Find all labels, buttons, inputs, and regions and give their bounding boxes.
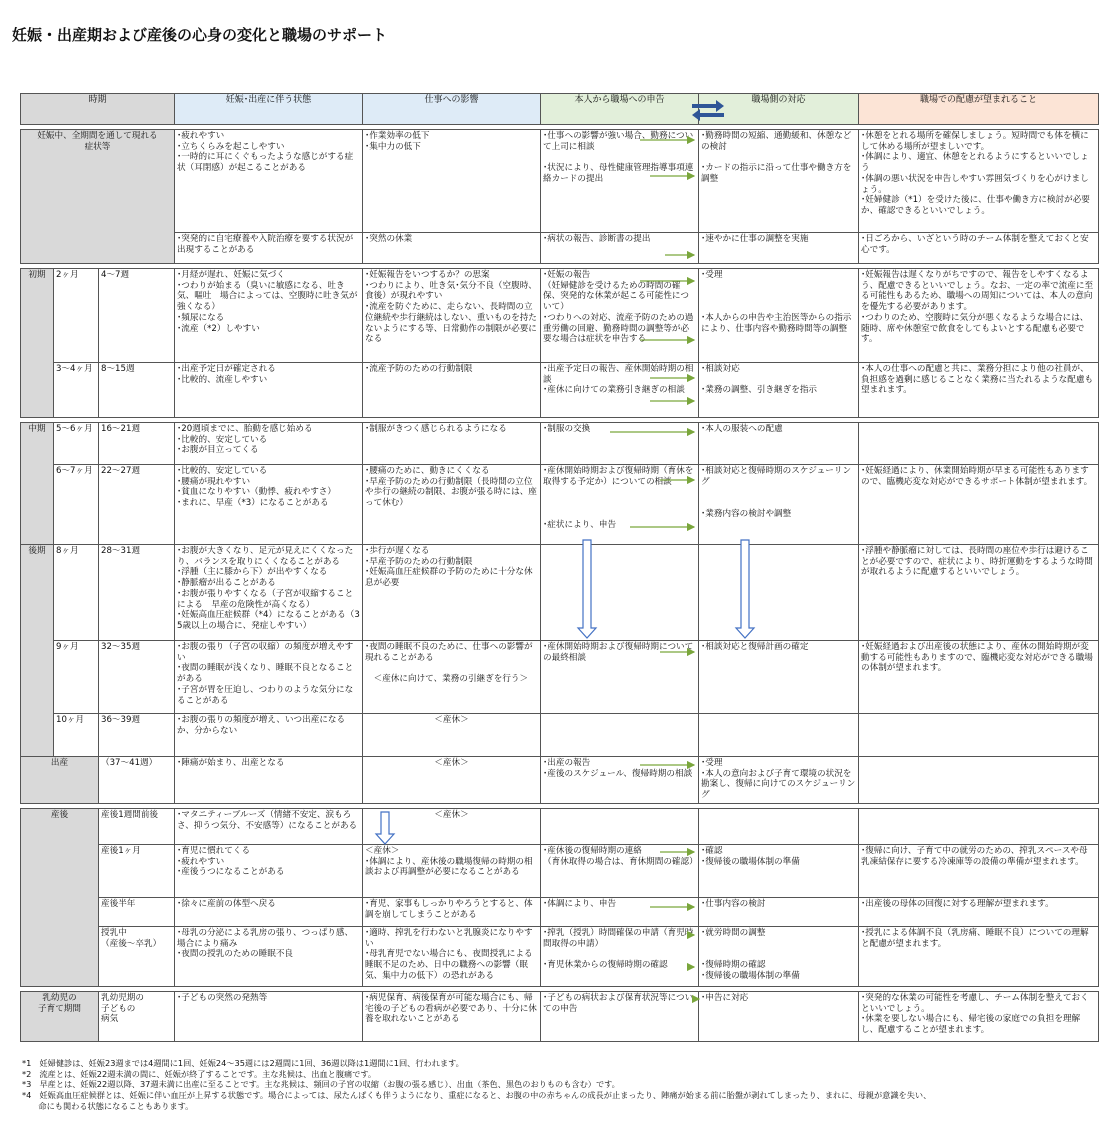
status-cell: ･20週頃までに、胎動を感じ始める ･比較的、安定している ･お腹が目立ってくる — [175, 423, 363, 465]
table-row — [21, 927, 1099, 987]
request-cell: ･子どもの病状および保育状況等についての申告 — [541, 992, 699, 1042]
consider-cell: ･妊娠経過および出産後の状態により、産休の開始時期が変動する可能性もありますので、臨機応変な対応ができる職場の体制が望まれます。 — [859, 641, 1099, 714]
response-cell: ･勤務時間の短縮、通勤緩和、休憩などの検討 ･カードの指示に沿って仕事や働き方を調整 — [699, 130, 859, 233]
sub-period-cell: 授乳中 （産後～卒乳） — [99, 927, 175, 987]
work-cell: ･流産予防のための行動制限 — [363, 363, 541, 418]
month-cell: 2ヶ月 — [54, 269, 99, 363]
request-cell: ･体調により、申告 — [541, 898, 699, 927]
header-work: 仕事への影響 — [363, 94, 541, 125]
period-label: 後期 — [21, 545, 54, 757]
table-row — [21, 898, 1099, 927]
period-label: 妊娠中、全期間を通して現れる 症状等 — [21, 130, 175, 264]
response-cell: ･受理 ･本人からの申告や主治医等からの指示により、仕事内容や勤務時間等の調整 — [699, 269, 859, 363]
header-period: 時期 — [21, 94, 175, 125]
month-cell: 3～4ヶ月 — [54, 363, 99, 418]
week-cell: 22～27週 — [99, 465, 175, 545]
consider-cell: ･復帰に向け、子育て中の就労のための、搾乳スペースや母乳凍結保存に要する冷凍庫等の設備の準備が望まれます。 — [859, 845, 1099, 898]
consider-cell: ･浮腫や静脈瘤に対しては、長時間の座位や歩行は避けることが必要ですので、症状により、時折運動をするような時間が取れるように配慮するといいでしょう。 — [859, 545, 1099, 641]
week-cell: 28～31週 — [99, 545, 175, 641]
footnote-2: *2 流産とは、妊娠22週未満の間に、妊娠が終了することです。主な兆候は、出血と腹痛です。 — [22, 1068, 377, 1079]
status-cell: ･出産予定日が確定される ･比較的、流産しやすい — [175, 363, 363, 418]
response-cell — [699, 545, 859, 641]
footnote-1: *1 妊婦健診は、妊娠23週までは4週間に1回、妊娠24～35週には2週間に1回、36週以降は1週間に1回、行われます。 — [22, 1058, 464, 1068]
work-cell: ＜産休＞ ･体調により、産休後の職場復帰の時期の相談および再調整が必要になることがある — [363, 845, 541, 898]
status-cell: ･母乳の分泌による乳房の張り、つっぱり感、場合により痛み ･夜間の授乳のための睡眠不良 — [175, 927, 363, 987]
consider-cell: ･妊娠経過により、休業開始時期が早まる可能性もありますので、臨機応変な対応ができるサポート体制が望まれます。 — [859, 465, 1099, 545]
week-cell: （37～41週） — [99, 757, 175, 804]
consider-cell — [859, 757, 1099, 804]
table-row — [21, 757, 1099, 804]
period-label: 初期 — [21, 269, 54, 418]
response-cell: ･速やかに仕事の調整を実施 — [699, 233, 859, 264]
request-cell: ･出産の報告 ･産後のスケジュール、復帰時期の相談 — [541, 757, 699, 804]
work-cell: ･腰痛のために、動きにくくなる ･早産予防のための行動制限（長時間の立位や歩行の継続の制限、お腹が張る時には、座って休む） — [363, 465, 541, 545]
table-row — [21, 845, 1099, 898]
work-cell: ＜産休＞ — [363, 809, 541, 845]
table-row — [21, 130, 1099, 233]
status-cell: ･比較的、安定している ･腰痛が現れやすい ･貧血になりやすい（動悸、疲れやすさ） ･まれに、早産（*3）になることがある — [175, 465, 363, 545]
month-cell: 6～7ヶ月 — [54, 465, 99, 545]
response-cell — [699, 714, 859, 757]
request-cell: ･産休開始時期および復帰時期についての最終相談 — [541, 641, 699, 714]
sub-period-cell: 産後1ヶ月 — [99, 845, 175, 898]
consider-cell — [859, 809, 1099, 845]
status-cell: ･育児に慣れてくる ･疲れやすい ･産後うつになることがある — [175, 845, 363, 898]
month-cell: 8ヶ月 — [54, 545, 99, 641]
sub-period-cell: 産後1週間前後 — [99, 809, 175, 845]
work-cell: ＜産休＞ — [363, 714, 541, 757]
consider-cell: ･本人の仕事への配慮と共に、業務分担により他の社員が、負担感を過剰に感じることなく業務に当たれるような配慮も望まれます。 — [859, 363, 1099, 418]
status-cell: ･月経が遅れ、妊娠に気づく ･つわりが始まる（臭いに敏感になる、吐き気、嘔吐 場合によっては、空腹時に吐き気が強くなる） ･頻尿になる ･流産（*2）しやすい — [175, 269, 363, 363]
period-label: 出産 — [21, 757, 99, 804]
request-cell — [541, 809, 699, 845]
response-cell: ･相談対応と復帰計画の確定 — [699, 641, 859, 714]
footnote-3: *3 早産とは、妊娠22週以降、37週未満に出産に至ることです。主な兆候は、頻回の子宮の収縮（お腹の張る感じ）、出血（茶色、黒色のおりものも含む）です。 — [22, 1079, 620, 1090]
week-cell: 8～15週 — [99, 363, 175, 418]
status-cell: ･子どもの突然の発熱等 — [175, 992, 363, 1042]
table-row — [21, 233, 1099, 264]
response-cell: ･受理 ･本人の意向および子育て環境の状況を勘案し、復帰に向けてのスケジューリング — [699, 757, 859, 804]
period-label: 乳幼児の 子育て期間 — [21, 992, 99, 1042]
work-cell: ･突然の休業 — [363, 233, 541, 264]
response-cell: ･仕事内容の検討 — [699, 898, 859, 927]
sub-period-cell: 産後半年 — [99, 898, 175, 927]
work-cell: ･病児保育、病後保育が可能な場合にも、帰宅後の子どもの看病が必要であり、十分に休養を取れないことがある — [363, 992, 541, 1042]
table-row — [21, 465, 1099, 545]
table-row — [21, 269, 1099, 363]
period-label: 産後 — [21, 809, 99, 987]
consider-cell — [859, 423, 1099, 465]
table-row — [21, 423, 1099, 465]
status-cell: ･マタニティーブルーズ（情緒不安定、涙もろさ、抑うつ気分、不安感等）になることがある — [175, 809, 363, 845]
work-cell: ･夜間の睡眠不良のために、仕事への影響が現れることがある ＜産休に向けて、業務の引継ぎを行う＞ — [363, 641, 541, 714]
request-cell: ･搾乳（授乳）時間確保の申請（育児時間取得の申請） ･育児休業からの復帰時期の確認 — [541, 927, 699, 987]
status-cell: ･陣痛が始まり、出産となる — [175, 757, 363, 804]
table-row — [21, 641, 1099, 714]
request-cell: ･出産予定日の報告、産休開始時期の相談 ･産休に向けての業務引き継ぎの相談 — [541, 363, 699, 418]
work-cell: ･制服がきつく感じられるようになる — [363, 423, 541, 465]
week-cell: 16～21週 — [99, 423, 175, 465]
work-cell: ･妊娠報告をいつするか？の思案 ･つわりにより、吐き気･気分不良（空腹時、食後）が現れやすい ･流産を防ぐために、走らない、長時間の立位継続や歩行継続はしない、重いものを持たないようにする等、日常動作の制限が必要になる — [363, 269, 541, 363]
consider-cell: ･出産後の母体の回復に対する理解が望まれます。 — [859, 898, 1099, 927]
work-cell: ＜産休＞ — [363, 757, 541, 804]
header-request: 本人から職場への申告 — [541, 94, 699, 125]
footnote-4: *4 妊娠高血圧症候群とは、妊娠に伴い血圧が上昇する状態です。場合によっては、尿たんぱくも伴うようになり、重症になると、お腹の中の赤ちゃんの成長が止まったり、陣痛が始まる前に胎盤が剥れてしまったり、まれに、母親が意識を失い、 命にも関わる状態になることもあります。 — [22, 1089, 932, 1111]
consider-cell: ･休憩をとれる場所を確保しましょう。短時間でも体を横にして休める場所が望ましいです。 ･体調により、適宜、休憩をとれるようにするといいでしょう ･体調の悪い状況を申告しやすい雰囲気づくりを心がけましょう。 ･妊婦健診（*1）を受けた後に、仕事や働き方に検討が必要か、確認できるといいでしょう。 — [859, 130, 1099, 233]
support-table — [20, 93, 1099, 1042]
status-cell: ･徐々に産前の体型へ戻る — [175, 898, 363, 927]
work-cell: ･歩行が遅くなる ･早産予防のための行動制限 ･妊娠高血圧症候群の予防のために十分な休息が必要 — [363, 545, 541, 641]
table-row — [21, 809, 1099, 845]
status-cell: ･突発的に自宅療養や入院治療を要する状況が出現することがある — [175, 233, 363, 264]
header-consider: 職場での配慮が望まれること — [859, 94, 1099, 125]
status-cell: ･疲れやすい ･立ちくらみを起こしやすい ･一時的に耳にくぐもったような感じがする症状（耳閉感）が起こることがある — [175, 130, 363, 233]
work-cell: ･育児、家事もしっかりやろうとすると、体調を崩してしまうことがある — [363, 898, 541, 927]
request-cell — [541, 545, 699, 641]
table-row — [21, 363, 1099, 418]
response-cell: ･就労時間の調整 ･復帰時期の確認 ･復帰後の職場体制の準備 — [699, 927, 859, 987]
page-title: 妊娠・出産期および産後の心身の変化と職場のサポート — [12, 26, 388, 44]
request-cell: ･妊娠の報告 （妊婦健診を受けるための時間の確保、突発的な休業が起こる可能性について） ･つわりへの対応、流産予防のための過重労働の回避、勤務時間の調整等が必要な場合は症状を申告する — [541, 269, 699, 363]
request-cell: ･産休開始時期および復帰時期（育休を取得する予定か）についての相談 ･症状により、申告 — [541, 465, 699, 545]
month-cell: 9ヶ月 — [54, 641, 99, 714]
header-response: 職場側の対応 — [699, 94, 859, 125]
work-cell: ･適時、搾乳を行わないと乳腺炎になりやすい ･母乳育児でない場合にも、夜間授乳による睡眠不足のため、日中の職務への影響（眠気、集中力の低下）の恐れがある — [363, 927, 541, 987]
consider-cell: ･日ごろから、いざという時のチーム体制を整えておくと安心です。 — [859, 233, 1099, 264]
week-cell: 32～35週 — [99, 641, 175, 714]
header-status: 妊娠･出産に伴う状態 — [175, 94, 363, 125]
request-cell — [541, 714, 699, 757]
request-cell: ･病状の報告、診断書の提出 — [541, 233, 699, 264]
status-cell: ･お腹の張り（子宮の収縮）の頻度が増えやすい ･夜間の睡眠が浅くなり、睡眠不良となることがある ･子宮が胃を圧迫し、つわりのような気分になることがある — [175, 641, 363, 714]
work-cell: ･作業効率の低下 ･集中力の低下 — [363, 130, 541, 233]
week-cell: 36～39週 — [99, 714, 175, 757]
response-cell: ･確認 ･復帰後の職場体制の準備 — [699, 845, 859, 898]
status-cell: ･お腹の張りの頻度が増え、いつ出産になるか、分からない — [175, 714, 363, 757]
table-row — [21, 992, 1099, 1042]
request-cell: ･産休後の復帰時期の連絡 （育休取得の場合は、育休期間の確認） — [541, 845, 699, 898]
month-cell: 5～6ヶ月 — [54, 423, 99, 465]
request-cell: ･制服の交換 — [541, 423, 699, 465]
consider-cell: ･妊娠報告は遅くなりがちですので、報告をしやすくなるよう、配慮できるといいでしょう。なお、一定の率で流産に至る可能性もあるため、職場への周知については、本人の意向を優先する必要があります。 ･つわりのため、空腹時に気分が悪くなるような場合には、随時、席や休憩室で飲食をしてもよいとする配慮も必要です。 — [859, 269, 1099, 363]
request-cell: ･仕事への影響が強い場合、勤務について上司に相談 ･状況により、母性健康管理指導事項連絡カードの提出 — [541, 130, 699, 233]
response-cell: ･申告に対応 — [699, 992, 859, 1042]
sub-period-cell: 乳幼児期の 子どもの 病気 — [99, 992, 175, 1042]
header-row — [21, 94, 1099, 125]
status-cell: ･お腹が大きくなり、足元が見えにくくなったり、バランスを取りにくくなることがある ･浮腫（主に膝から下）が出やすくなる ･静脈瘤が出ることがある ･お腹が張りやすくなる（子宮が収縮することによる 早産の危険性が高くなる） ･妊娠高血圧症候群（*4）になることがある（35歳以上の場合に、発症しやすい） — [175, 545, 363, 641]
response-cell: ･本人の服装への配慮 — [699, 423, 859, 465]
consider-cell — [859, 714, 1099, 757]
table-row — [21, 545, 1099, 641]
table-row — [21, 714, 1099, 757]
week-cell: 4～7週 — [99, 269, 175, 363]
period-label: 中期 — [21, 423, 54, 545]
month-cell: 10ヶ月 — [54, 714, 99, 757]
response-cell: ･相談対応と復帰時期のスケジューリング ･業務内容の検討や調整 — [699, 465, 859, 545]
response-cell — [699, 809, 859, 845]
response-cell: ･相談対応 ･業務の調整、引き継ぎを指示 — [699, 363, 859, 418]
consider-cell: ･授乳による体調不良（乳房痛、睡眠不良）についての理解と配慮が望まれます。 — [859, 927, 1099, 987]
consider-cell: ･突発的な休業の可能性を考慮し、チーム体制を整えておくといいでしょう。 ･休業を要しない場合にも、帰宅後の家庭での負担を理解し、配慮することが望まれます。 — [859, 992, 1099, 1042]
footnotes — [22, 1058, 1102, 1111]
